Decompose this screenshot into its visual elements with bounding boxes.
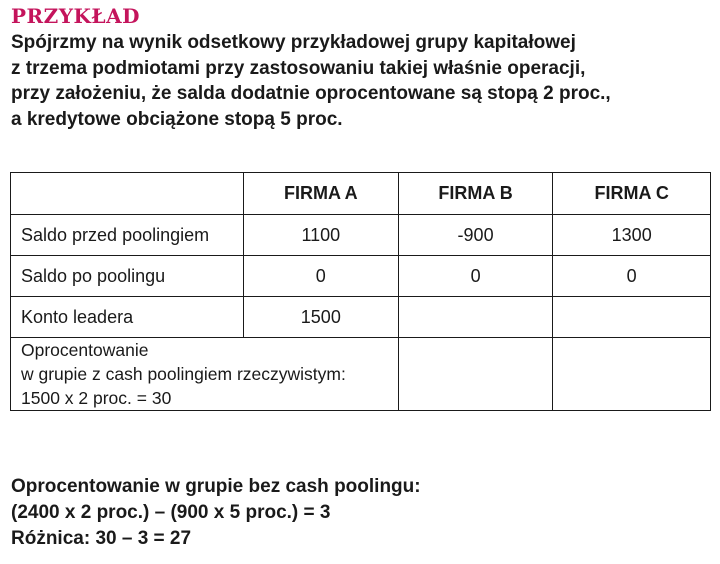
table-row-interest bbox=[11, 338, 711, 411]
summary-block bbox=[11, 474, 421, 552]
summary-line: Oprocentowanie w grupie bez cash poolingu: bbox=[11, 476, 421, 497]
cell-value: 0 bbox=[398, 256, 553, 297]
row-label: Konto leadera bbox=[11, 297, 244, 338]
intro-line: Spójrzmy na wynik odsetkowy przykładowej grupy kapitałowej bbox=[11, 32, 576, 53]
intro-line: a kredytowe obciążone stopą 5 proc. bbox=[11, 108, 343, 130]
cell-value: -900 bbox=[398, 215, 553, 256]
table-row bbox=[11, 297, 711, 338]
table-row bbox=[11, 215, 711, 256]
row-label: Saldo przed poolingiem bbox=[11, 215, 244, 256]
empty-cell bbox=[398, 338, 553, 411]
empty-cell bbox=[553, 338, 711, 411]
pooling-table bbox=[10, 172, 711, 411]
intro-line: przy założeniu, że salda dodatnie oprocentowane są stopą 2 proc., bbox=[11, 83, 611, 104]
row-label: Saldo po poolingu bbox=[11, 256, 244, 297]
cell-value bbox=[553, 297, 711, 338]
header-firma-b: FIRMA B bbox=[398, 173, 553, 215]
table-row bbox=[11, 256, 711, 297]
interest-note-line: w grupie z cash poolingiem rzeczywistym: bbox=[21, 364, 346, 384]
header-firma-c: FIRMA C bbox=[553, 173, 711, 215]
header-empty-cell bbox=[11, 173, 244, 215]
interest-note-line: Oprocentowanie bbox=[21, 340, 149, 360]
interest-note-line: 1500 x 2 proc. = 30 bbox=[21, 388, 172, 408]
header-firma-a: FIRMA A bbox=[243, 173, 398, 215]
cell-value: 1500 bbox=[243, 297, 398, 338]
interest-note-cell bbox=[11, 338, 399, 411]
cell-value: 0 bbox=[243, 256, 398, 297]
table-header-row bbox=[11, 173, 711, 215]
intro-line: z trzema podmiotami przy zastosowaniu takiej właśnie operacji, bbox=[11, 57, 586, 79]
cell-value: 1300 bbox=[553, 215, 711, 256]
intro-paragraph bbox=[11, 30, 711, 132]
summary-line: (2400 x 2 proc.) – (900 x 5 proc.) = 3 bbox=[11, 502, 331, 523]
cell-value: 1100 bbox=[243, 215, 398, 256]
example-heading: PRZYKŁAD bbox=[11, 4, 140, 28]
summary-line: Różnica: 30 – 3 = 27 bbox=[11, 528, 192, 549]
cell-value: 0 bbox=[553, 256, 711, 297]
cell-value bbox=[398, 297, 553, 338]
